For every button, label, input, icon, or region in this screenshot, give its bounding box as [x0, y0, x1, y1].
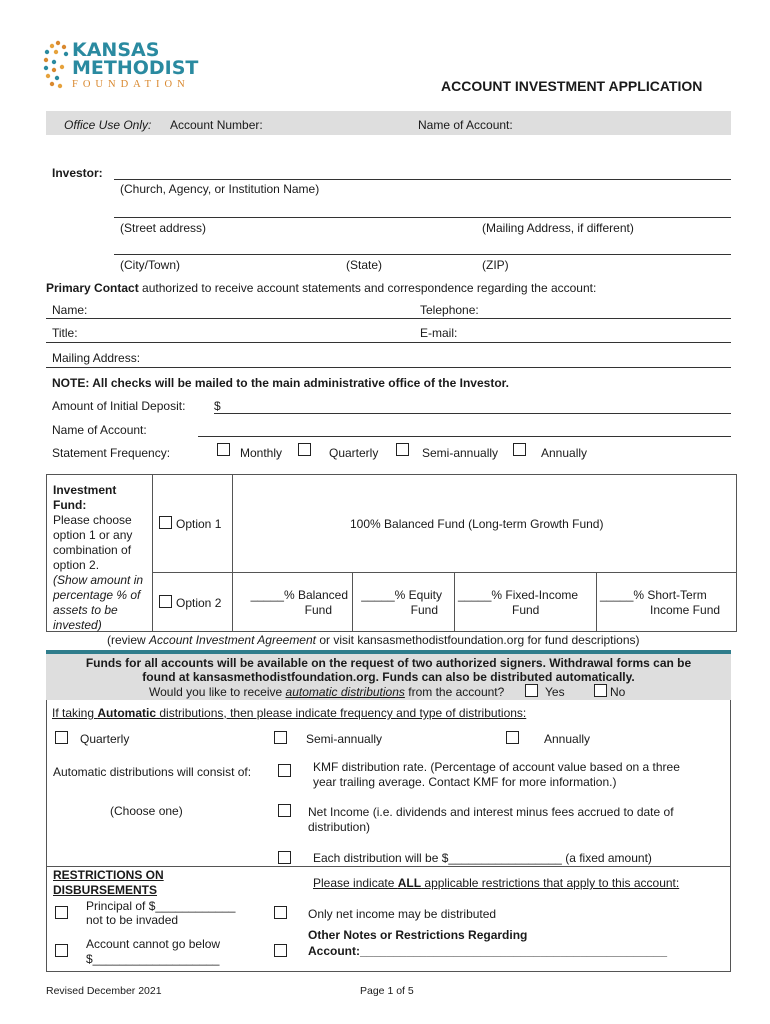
cannot-go-below-text-2: $___________________: [86, 952, 220, 966]
page-title: ACCOUNT INVESTMENT APPLICATION: [441, 78, 703, 94]
dist-semiannually-checkbox[interactable]: [274, 731, 287, 744]
auto-distribution-no-label: No: [610, 685, 626, 699]
contact-name-line[interactable]: [46, 318, 731, 319]
deposit-line[interactable]: [214, 413, 731, 414]
auto-distribution-yes-label: Yes: [545, 685, 565, 699]
indicate-pre: Please indicate: [313, 876, 398, 890]
option1-description: 100% Balanced Fund (Long-term Growth Fund): [350, 517, 604, 531]
kmf-rate-text-1: KMF distribution rate. (Percentage of account value based on a three: [313, 760, 680, 774]
balanced-fund-blank[interactable]: _____: [250, 588, 284, 602]
indicate-post: applicable restrictions that apply to this account:: [421, 876, 680, 890]
kmf-rate-text-2: year trailing average. Contact KMF for more information.): [313, 775, 617, 789]
checks-note: NOTE: All checks will be mailed to the main administrative office of the Investor.: [52, 376, 509, 390]
other-notes-checkbox[interactable]: [274, 944, 287, 957]
investment-fund-instructions: Please choose option 1 or any combination of option 2.: [53, 513, 133, 572]
fixed-income-fund-blank[interactable]: _____: [458, 588, 492, 602]
other-notes-text-1: Other Notes or Restrictions Regarding: [308, 928, 528, 942]
revised-date: Revised December 2021: [46, 985, 162, 997]
equity-fund-cell: [356, 588, 442, 618]
restrictions-divider: [46, 866, 731, 867]
balanced-fund-label: % Balanced: [283, 588, 348, 602]
net-income-checkbox[interactable]: [278, 804, 291, 817]
consist-label: Automatic distributions will consist of:: [53, 765, 252, 779]
principal-text-1: Principal of $____________: [86, 899, 236, 913]
auto-distribution-question: [149, 685, 504, 699]
fund-review-note: [107, 633, 640, 647]
fixed-income-fund-label-2: Fund: [512, 603, 540, 617]
equity-fund-label: % Equity: [394, 588, 442, 602]
equity-fund-label-2: Fund: [410, 603, 438, 617]
dist-semiannually-label: Semi-annually: [306, 732, 383, 746]
logo-mark-icon: [42, 40, 72, 94]
choose-one-label: (Choose one): [110, 804, 183, 818]
investment-fund-instructions-italic: (Show amount in percentage % of assets to be invested): [53, 573, 144, 632]
automatic-intro-post: distributions, then please indicate frequency and type of distributions:: [156, 706, 527, 720]
restrictions-heading-2: DISBURSEMENTS: [53, 883, 158, 897]
investor-name-line[interactable]: [114, 179, 731, 180]
fund-table-row-divider: [152, 572, 737, 573]
fund-table-divider-4: [454, 572, 455, 632]
other-notes-text-2: Account:______________________________________________: [308, 944, 667, 958]
primary-contact-label: Primary Contact: [46, 281, 139, 295]
auto-distribution-no-checkbox[interactable]: [594, 684, 607, 697]
fund-account-name-line[interactable]: [198, 436, 731, 437]
deposit-label: Amount of Initial Deposit:: [52, 399, 186, 413]
cannot-go-below-checkbox[interactable]: [55, 944, 68, 957]
statement-frequency-label: Statement Frequency:: [52, 446, 171, 460]
mailing-caption: (Mailing Address, if different): [482, 221, 634, 235]
question-pre: Would you like to receive: [149, 685, 286, 699]
investment-fund-heading: Investment Fund:: [53, 483, 117, 512]
church-caption: (Church, Agency, or Institution Name): [120, 182, 320, 196]
equity-fund-blank[interactable]: _____: [361, 588, 395, 602]
funds-notice-line-1: Funds for all accounts will be available on the request of two authorized signers. Withdrawal forms can be: [85, 656, 692, 670]
contact-telephone-label: Telephone:: [420, 303, 479, 317]
dist-annually-label: Annually: [544, 732, 591, 746]
fund-table-divider-1: [152, 474, 153, 632]
logo-line-1: KANSAS: [72, 39, 160, 61]
semiannually-label: Semi-annually: [422, 446, 499, 460]
street-caption: (Street address): [120, 221, 207, 235]
indicate-bold: ALL: [397, 876, 422, 890]
dist-quarterly-checkbox[interactable]: [55, 731, 68, 744]
balanced-fund-cell: [236, 588, 348, 618]
logo: [42, 40, 202, 95]
quarterly-checkbox[interactable]: [298, 443, 311, 456]
city-caption: (City/Town): [120, 258, 181, 272]
option1-label: Option 1: [176, 517, 222, 531]
contact-mailing-label: Mailing Address:: [52, 351, 141, 365]
contact-email-label: E-mail:: [420, 326, 458, 340]
investor-label: Investor:: [52, 166, 103, 180]
street-line[interactable]: [114, 217, 731, 218]
option2-checkbox[interactable]: [159, 595, 172, 608]
zip-caption: (ZIP): [482, 258, 509, 272]
monthly-label: Monthly: [240, 446, 283, 460]
automatic-intro: [52, 706, 526, 720]
fund-review-pre: (review: [107, 633, 150, 647]
contact-name-label: Name:: [52, 303, 88, 317]
principal-checkbox[interactable]: [55, 906, 68, 919]
primary-contact-intro: [46, 281, 596, 295]
net-income-text-1: Net Income (i.e. dividends and interest minus fees accrued to date of: [308, 805, 674, 819]
primary-contact-text: authorized to receive account statements and correspondence regarding the account:: [138, 281, 597, 295]
funds-notice-line-2: found at kansasmethodistfoundation.org. Funds can also be distributed automatically.: [142, 670, 635, 684]
state-caption: (State): [346, 258, 383, 272]
account-name-label: Name of Account:: [418, 118, 513, 132]
dist-quarterly-label: Quarterly: [80, 732, 130, 746]
logo-line-3: FOUNDATION: [72, 79, 190, 90]
restrictions-heading-1: RESTRICTIONS ON: [53, 868, 164, 882]
annually-checkbox[interactable]: [513, 443, 526, 456]
monthly-checkbox[interactable]: [217, 443, 230, 456]
account-number-label: Account Number:: [170, 118, 263, 132]
cannot-go-below-text-1: Account cannot go below: [86, 937, 221, 951]
fixed-income-fund-label: % Fixed-Income: [491, 588, 579, 602]
fixed-income-fund-cell: [458, 588, 588, 618]
logo-line-2: METHODIST: [72, 57, 199, 79]
automatic-distributions-link[interactable]: automatic distributions: [285, 685, 405, 699]
kmf-rate-checkbox[interactable]: [278, 764, 291, 777]
semiannually-checkbox[interactable]: [396, 443, 409, 456]
short-term-fund-cell: [600, 588, 730, 618]
option1-checkbox[interactable]: [159, 516, 172, 529]
fixed-amount-checkbox[interactable]: [278, 851, 291, 864]
short-term-fund-blank[interactable]: _____: [600, 588, 634, 602]
contact-title-label: Title:: [52, 326, 78, 340]
fund-table-divider-5: [596, 572, 597, 632]
fixed-amount-text: Each distribution will be $_________________ (a fixed amount): [313, 851, 652, 865]
fund-account-name-label: Name of Account:: [52, 423, 147, 437]
fund-review-agreement: Account Investment Agreement: [149, 633, 316, 647]
net-only-text: Only net income may be distributed: [308, 907, 497, 921]
contact-title-line[interactable]: [46, 342, 731, 343]
net-income-text-2: distribution): [308, 820, 371, 834]
restrictions-indicate: [313, 876, 679, 890]
contact-mailing-line[interactable]: [46, 367, 731, 368]
dist-annually-checkbox[interactable]: [506, 731, 519, 744]
fund-table-divider-2: [232, 474, 233, 632]
principal-text-2: not to be invaded: [86, 913, 179, 927]
city-line[interactable]: [114, 254, 731, 255]
fund-table-divider-3: [352, 572, 353, 632]
fund-review-post: or visit kansasmethodistfoundation.org for fund descriptions): [316, 633, 640, 647]
net-only-checkbox[interactable]: [274, 906, 287, 919]
auto-distribution-yes-checkbox[interactable]: [525, 684, 538, 697]
automatic-intro-pre: If taking: [52, 706, 98, 720]
automatic-intro-bold: Automatic: [97, 706, 157, 720]
balanced-fund-label-2: Fund: [304, 603, 332, 617]
question-post: from the account?: [404, 685, 505, 699]
office-use-label: Office Use Only:: [64, 118, 152, 132]
option2-label: Option 2: [176, 596, 222, 610]
short-term-fund-label-2: Income Fund: [650, 603, 721, 617]
deposit-dollar: $: [214, 399, 221, 413]
quarterly-label: Quarterly: [329, 446, 379, 460]
short-term-fund-label: % Short-Term: [633, 588, 707, 602]
annually-label: Annually: [541, 446, 588, 460]
page-number: Page 1 of 5: [360, 985, 414, 997]
